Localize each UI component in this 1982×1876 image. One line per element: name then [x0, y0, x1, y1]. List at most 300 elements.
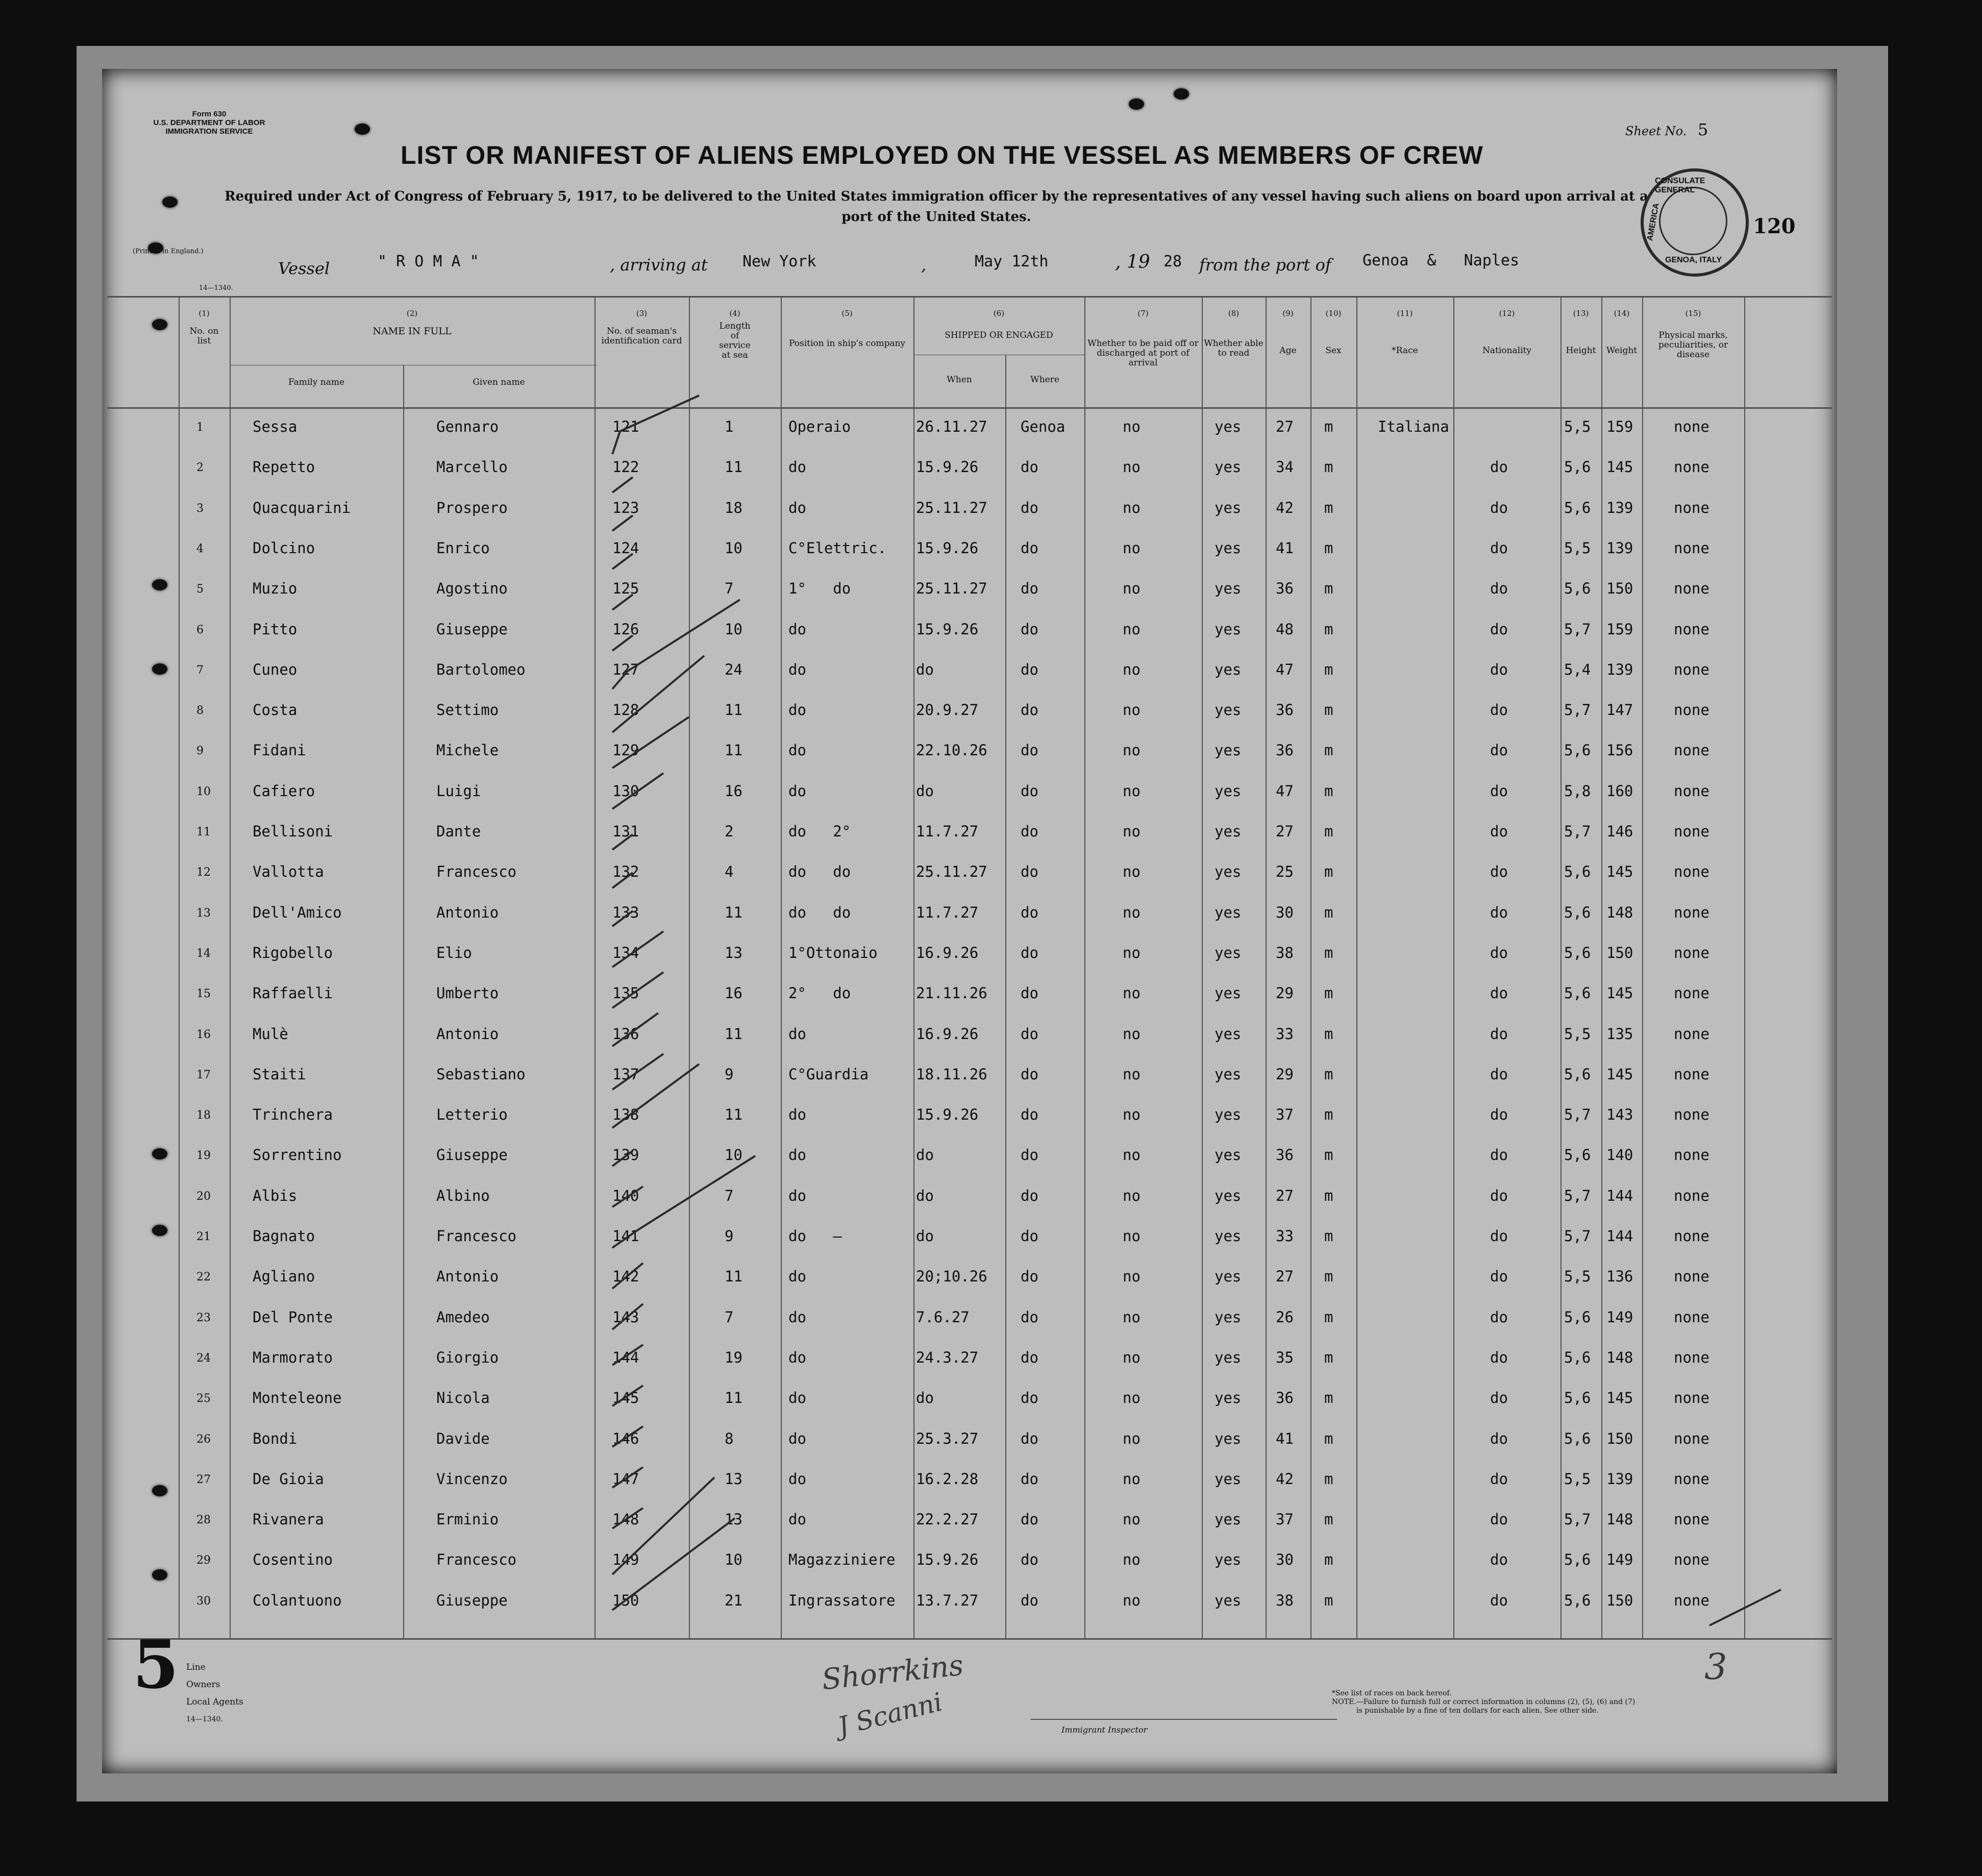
service-length-cell: 11 — [725, 742, 742, 759]
shipped-when-cell: 11.7.27 — [916, 903, 979, 921]
col-num: (7) — [1137, 309, 1149, 318]
age-cell: 33 — [1276, 1025, 1294, 1043]
card-number-cell: 146 — [612, 1429, 639, 1447]
sex-cell: m — [1324, 1511, 1333, 1528]
row-number-cell: 1 — [196, 421, 204, 434]
sex-cell: m — [1324, 903, 1333, 921]
weight-cell: 145 — [1606, 458, 1633, 476]
service-length-cell: 1 — [725, 418, 734, 435]
nationality-cell: do — [1490, 1065, 1508, 1083]
race-note: *See list of races on back hereof. — [1332, 1689, 1452, 1697]
family-name-cell: Muzio — [253, 580, 298, 598]
col-num: (13) — [1573, 309, 1589, 318]
row-number-cell: 16 — [196, 1028, 211, 1041]
age-cell: 34 — [1276, 458, 1294, 476]
family-name-cell: Albis — [253, 1187, 298, 1204]
height-cell: 5,6 — [1564, 1308, 1591, 1326]
age-cell: 36 — [1276, 701, 1294, 719]
able-to-read-cell: yes — [1215, 742, 1242, 759]
weight-cell: 156 — [1606, 742, 1633, 759]
row-number-cell: 2 — [196, 461, 204, 475]
able-to-read-cell: yes — [1215, 1025, 1242, 1043]
check-mark — [612, 1064, 699, 1128]
able-to-read-cell: yes — [1215, 984, 1242, 1002]
age-cell: 36 — [1276, 1146, 1294, 1164]
nationality-cell: do — [1490, 660, 1508, 678]
inspector-signature-2: J Scanni — [835, 1687, 946, 1742]
nationality-cell: do — [1490, 782, 1508, 800]
col-num: (12) — [1499, 309, 1515, 318]
weight-cell: 145 — [1606, 984, 1633, 1002]
family-name-cell: Sorrentino — [253, 1146, 342, 1164]
service-length-cell: 11 — [725, 458, 742, 476]
sex-cell: m — [1324, 742, 1333, 759]
row-number-cell: 25 — [196, 1392, 211, 1405]
paid-off-cell: no — [1123, 458, 1141, 476]
physical-marks-cell: none — [1674, 1187, 1710, 1204]
nationality-cell: do — [1490, 1268, 1508, 1286]
col-num: (5) — [841, 309, 853, 318]
col-num: (14) — [1614, 309, 1630, 318]
paid-off-cell: no — [1123, 620, 1141, 638]
col-num: (11) — [1397, 309, 1413, 318]
position-cell: do — [788, 1429, 806, 1447]
service-length-cell: 13 — [725, 1511, 742, 1528]
row-number-cell: 24 — [196, 1351, 211, 1365]
shipped-when-cell: do — [916, 782, 934, 800]
nationality-cell: do — [1490, 863, 1508, 881]
nationality-cell: do — [1490, 1511, 1508, 1528]
paid-off-cell: no — [1123, 944, 1141, 961]
nationality-cell: do — [1490, 1551, 1508, 1569]
given-name-cell: Antonio — [436, 1025, 499, 1043]
from-port: Genoa & Naples — [1362, 252, 1520, 269]
physical-marks-cell: none — [1674, 1106, 1710, 1124]
sex-cell: m — [1324, 1268, 1333, 1286]
given-name-cell: Giuseppe — [436, 1591, 508, 1609]
given-name-cell: Sebastiano — [436, 1065, 526, 1083]
able-to-read-cell: yes — [1215, 660, 1242, 678]
age-cell: 36 — [1276, 580, 1294, 598]
able-to-read-cell: yes — [1215, 863, 1242, 881]
sex-cell: m — [1324, 823, 1333, 840]
service-length-cell: 8 — [725, 1429, 734, 1447]
sheet-value: 5 — [1697, 120, 1708, 139]
able-to-read-cell: yes — [1215, 418, 1242, 435]
paid-off-cell: no — [1123, 1511, 1141, 1528]
height-cell: 5,6 — [1564, 1348, 1591, 1366]
service-length-cell: 19 — [725, 1348, 742, 1366]
able-to-read-cell: yes — [1215, 823, 1242, 840]
height-cell: 5,7 — [1564, 1511, 1591, 1528]
physical-marks-cell: none — [1674, 620, 1710, 638]
position-cell: do — [788, 1308, 806, 1326]
physical-marks-cell: none — [1674, 458, 1710, 476]
shipped-where-cell: do — [1021, 1227, 1038, 1245]
age-cell: 30 — [1276, 1551, 1294, 1569]
nationality-cell: do — [1490, 903, 1508, 921]
service-length-cell: 16 — [725, 782, 742, 800]
col-header-where: Where — [1030, 375, 1059, 385]
weight-cell: 145 — [1606, 1065, 1633, 1083]
shipped-where-cell: do — [1021, 1065, 1038, 1083]
shipped-when-cell: 15.9.26 — [916, 620, 979, 638]
row-number-cell: 5 — [196, 583, 204, 596]
row-number-cell: 6 — [196, 623, 204, 636]
sex-cell: m — [1324, 1227, 1333, 1245]
physical-marks-cell: none — [1674, 1511, 1710, 1528]
position-cell: do — [788, 660, 806, 678]
service-length-cell: 7 — [725, 1308, 734, 1326]
weight-cell: 145 — [1606, 1389, 1633, 1407]
arrival-year: 28 — [1163, 253, 1182, 270]
able-to-read-cell: yes — [1215, 1348, 1242, 1366]
shipped-where-cell: do — [1021, 782, 1038, 800]
age-cell: 29 — [1276, 984, 1294, 1002]
paid-off-cell: no — [1123, 1187, 1141, 1204]
family-name-cell: Fidani — [253, 742, 306, 759]
shipped-when-cell: 13.7.27 — [916, 1591, 979, 1609]
card-number-cell: 137 — [612, 1065, 639, 1083]
weight-cell: 145 — [1606, 863, 1633, 881]
weight-cell: 144 — [1606, 1227, 1633, 1245]
weight-cell: 160 — [1606, 782, 1633, 800]
weight-cell: 150 — [1606, 580, 1633, 598]
service-length-cell: 9 — [725, 1065, 734, 1083]
height-cell: 5,6 — [1564, 742, 1591, 759]
sex-cell: m — [1324, 1187, 1333, 1204]
shipped-when-cell: 25.3.27 — [916, 1429, 979, 1447]
shipped-when-cell: 20;10.26 — [916, 1268, 987, 1286]
sex-cell: m — [1324, 1389, 1333, 1407]
col-header-when: When — [947, 375, 972, 385]
given-name-cell: Francesco — [436, 1551, 517, 1569]
given-name-cell: Francesco — [436, 1227, 517, 1245]
footer-labels — [186, 1659, 243, 1728]
card-number-cell: 143 — [612, 1308, 639, 1326]
family-name-cell: Bondi — [253, 1429, 298, 1447]
col-num: (2) — [406, 309, 418, 318]
given-name-cell: Michele — [436, 742, 499, 759]
physical-marks-cell: none — [1674, 701, 1710, 719]
weight-cell: 139 — [1606, 1470, 1633, 1488]
service-length-cell: 11 — [725, 903, 742, 921]
check-mark — [612, 1386, 643, 1406]
position-cell: 1°Ottonaio — [788, 944, 878, 961]
col-header-given-name: Given name — [473, 377, 525, 387]
margin-stroke — [1710, 1590, 1781, 1625]
paid-off-cell: no — [1123, 1348, 1141, 1366]
col-num: (8) — [1228, 309, 1240, 318]
row-number-cell: 3 — [196, 502, 204, 515]
shipped-when-cell: 20.9.27 — [916, 701, 979, 719]
check-mark — [612, 1263, 643, 1289]
check-mark — [612, 635, 633, 651]
paid-off-cell: no — [1123, 418, 1141, 435]
row-number-cell: 10 — [196, 785, 211, 798]
position-cell: do — [788, 782, 806, 800]
sex-cell: m — [1324, 782, 1333, 800]
card-number-cell: 122 — [612, 458, 639, 476]
age-cell: 35 — [1276, 1348, 1294, 1366]
card-number-cell: 138 — [612, 1106, 639, 1124]
nationality-cell: do — [1490, 1429, 1508, 1447]
family-name-cell: Raffaelli — [253, 984, 333, 1002]
able-to-read-cell: yes — [1215, 499, 1242, 516]
service-length-cell: 11 — [725, 1268, 742, 1286]
col-title: Whether to be paid off or discharged at port of arrival — [1087, 338, 1199, 368]
able-to-read-cell: yes — [1215, 458, 1242, 476]
nationality-cell: do — [1490, 1308, 1508, 1326]
physical-marks-cell: none — [1674, 863, 1710, 881]
paid-off-cell: no — [1123, 903, 1141, 921]
check-mark — [612, 1013, 658, 1046]
shipped-where-cell: do — [1021, 1511, 1038, 1528]
sex-cell: m — [1324, 1591, 1333, 1609]
height-cell: 5,5 — [1564, 539, 1591, 557]
physical-marks-cell: none — [1674, 1551, 1710, 1569]
paid-off-cell: no — [1123, 742, 1141, 759]
shipped-when-cell: 7.6.27 — [916, 1308, 970, 1326]
able-to-read-cell: yes — [1215, 580, 1242, 598]
shipped-when-cell: 11.7.27 — [916, 823, 979, 840]
shipped-when-cell: 25.11.27 — [916, 499, 987, 516]
stamp-left-text: AMERICA — [1645, 202, 1661, 242]
physical-marks-cell: none — [1674, 944, 1710, 961]
subtitle-line-2: port of the United States. — [841, 209, 1031, 225]
service-length-cell: 11 — [725, 701, 742, 719]
age-cell: 29 — [1276, 1065, 1294, 1083]
race-cell: Italiana — [1378, 418, 1449, 435]
stamp-bottom-text: GENOA, ITALY — [1665, 256, 1722, 264]
position-cell: do — [788, 499, 806, 516]
family-name-cell: Rigobello — [253, 944, 333, 961]
age-cell: 47 — [1276, 660, 1294, 678]
age-cell: 37 — [1276, 1106, 1294, 1124]
position-cell: do do — [788, 863, 851, 881]
weight-cell: 139 — [1606, 660, 1633, 678]
col-num: (15) — [1685, 309, 1701, 318]
service-length-cell: 11 — [725, 1389, 742, 1407]
able-to-read-cell: yes — [1215, 1591, 1242, 1609]
shipped-when-cell: 15.9.26 — [916, 1551, 979, 1569]
height-cell: 5,6 — [1564, 944, 1591, 961]
given-name-cell: Nicola — [436, 1389, 490, 1407]
shipped-where-cell: do — [1021, 499, 1038, 516]
sex-cell: m — [1324, 1146, 1333, 1164]
given-name-cell: Giuseppe — [436, 620, 508, 638]
position-cell: do — [788, 742, 806, 759]
age-cell: 27 — [1276, 823, 1294, 840]
nationality-cell: do — [1490, 742, 1508, 759]
sex-cell: m — [1324, 984, 1333, 1002]
shipped-when-cell: 15.9.26 — [916, 539, 979, 557]
weight-cell: 144 — [1606, 1187, 1633, 1204]
physical-marks-cell: none — [1674, 1146, 1710, 1164]
family-name-cell: Colantuono — [253, 1591, 342, 1609]
position-cell: do — [788, 1268, 806, 1286]
shipped-where-cell: do — [1021, 1429, 1038, 1447]
height-cell: 5,6 — [1564, 984, 1591, 1002]
sex-cell: m — [1324, 1025, 1333, 1043]
row-number-cell: 23 — [196, 1311, 211, 1324]
col-title: Length of service at sea — [719, 321, 751, 360]
position-cell: do do — [788, 903, 851, 921]
service-length-cell: 4 — [725, 863, 734, 881]
row-number-cell: 7 — [196, 663, 204, 677]
position-cell: do 2° — [788, 823, 851, 840]
row-number-cell: 8 — [196, 704, 204, 718]
family-name-cell: Dell'Amico — [253, 903, 342, 921]
age-cell: 48 — [1276, 620, 1294, 638]
height-cell: 5,6 — [1564, 1551, 1591, 1569]
sex-cell: m — [1324, 944, 1333, 961]
shipped-where-cell: do — [1021, 1551, 1038, 1569]
age-cell: 26 — [1276, 1308, 1294, 1326]
card-number-cell: 149 — [612, 1551, 639, 1569]
weight-cell: 150 — [1606, 1591, 1633, 1609]
position-cell: do — [788, 458, 806, 476]
check-mark — [612, 1151, 633, 1166]
nationality-cell: do — [1490, 620, 1508, 638]
paid-off-cell: no — [1123, 1065, 1141, 1083]
nationality-cell: do — [1490, 944, 1508, 961]
physical-marks-cell: none — [1674, 1268, 1710, 1286]
check-mark — [612, 600, 740, 689]
position-cell: Operaio — [788, 418, 851, 435]
paid-off-cell: no — [1123, 1429, 1141, 1447]
check-mark — [612, 834, 633, 850]
sex-cell: m — [1324, 1470, 1333, 1488]
height-cell: 5,6 — [1564, 903, 1591, 921]
arrival-date: May 12th — [975, 253, 1049, 270]
paid-off-cell: no — [1123, 823, 1141, 840]
able-to-read-cell: yes — [1215, 1227, 1242, 1245]
card-number-cell: 128 — [612, 701, 639, 719]
height-cell: 5,7 — [1564, 1227, 1591, 1245]
able-to-read-cell: yes — [1215, 1511, 1242, 1528]
family-name-cell: Staiti — [253, 1065, 306, 1083]
shipped-when-cell: 24.3.27 — [916, 1348, 979, 1366]
nationality-cell: do — [1490, 539, 1508, 557]
col-title: Position in ship's company — [788, 338, 906, 349]
able-to-read-cell: yes — [1215, 1308, 1242, 1326]
shipped-where-cell: do — [1021, 1308, 1038, 1326]
nationality-cell: do — [1490, 823, 1508, 840]
given-name-cell: Davide — [436, 1429, 490, 1447]
height-cell: 5,5 — [1564, 1025, 1591, 1043]
paid-off-cell: no — [1123, 984, 1141, 1002]
check-mark — [612, 1156, 755, 1248]
col-header-family-name: Family name — [288, 377, 345, 387]
shipped-when-cell: 16.9.26 — [916, 1025, 979, 1043]
weight-cell: 150 — [1606, 1429, 1633, 1447]
physical-marks-cell: none — [1674, 823, 1710, 840]
age-cell: 36 — [1276, 742, 1294, 759]
row-number-cell: 20 — [196, 1190, 211, 1203]
row-number-cell: 29 — [196, 1554, 211, 1567]
height-cell: 5,6 — [1564, 1065, 1591, 1083]
given-name-cell: Vincenzo — [436, 1470, 508, 1488]
physical-marks-cell: none — [1674, 1065, 1710, 1083]
given-name-cell: Elio — [436, 944, 472, 961]
family-name-cell: Vallotta — [253, 863, 324, 881]
weight-cell: 146 — [1606, 823, 1633, 840]
age-cell: 41 — [1276, 539, 1294, 557]
row-number-cell: 15 — [196, 988, 211, 1001]
weight-cell: 149 — [1606, 1308, 1633, 1326]
card-number-cell: 132 — [612, 863, 639, 881]
height-cell: 5,6 — [1564, 1389, 1591, 1407]
height-cell: 5,6 — [1564, 580, 1591, 598]
physical-marks-cell: none — [1674, 1227, 1710, 1245]
card-number-cell: 121 — [612, 418, 639, 435]
shipped-where-cell: do — [1021, 903, 1038, 921]
card-number-cell: 124 — [612, 539, 639, 557]
service-length-cell: 10 — [725, 1551, 742, 1569]
shipped-where-cell: do — [1021, 1470, 1038, 1488]
shipped-when-cell: 16.2.28 — [916, 1470, 979, 1488]
row-number-cell: 17 — [196, 1068, 211, 1081]
service-length-cell: 21 — [725, 1591, 742, 1609]
height-cell: 5,6 — [1564, 1146, 1591, 1164]
able-to-read-cell: yes — [1215, 782, 1242, 800]
row-number-cell: 27 — [196, 1473, 211, 1486]
service-length-cell: 24 — [725, 660, 742, 678]
shipped-where-cell: do — [1021, 1348, 1038, 1366]
given-name-cell: Prospero — [436, 499, 508, 516]
height-cell: 5,6 — [1564, 499, 1591, 516]
physical-marks-cell: none — [1674, 782, 1710, 800]
immigrant-inspector-label: Immigrant Inspector — [1061, 1725, 1148, 1735]
age-cell: 42 — [1276, 1470, 1294, 1488]
family-name-cell: Repetto — [253, 458, 315, 476]
card-number-cell: 136 — [612, 1025, 639, 1043]
paid-off-cell: no — [1123, 1106, 1141, 1124]
weight-cell: 140 — [1606, 1146, 1633, 1164]
paid-off-cell: no — [1123, 1389, 1141, 1407]
able-to-read-cell: yes — [1215, 1551, 1242, 1569]
check-mark — [612, 1477, 714, 1574]
shipped-where-cell: do — [1021, 1591, 1038, 1609]
footer-notes — [1332, 1689, 1635, 1715]
col-title: NAME IN FULL — [373, 326, 452, 337]
shipped-when-cell: 25.11.27 — [916, 580, 987, 598]
nationality-cell: do — [1490, 499, 1508, 516]
row-number-cell: 21 — [196, 1230, 211, 1243]
check-mark — [612, 1345, 643, 1365]
physical-marks-cell: none — [1674, 1429, 1710, 1447]
height-cell: 5,5 — [1564, 1470, 1591, 1488]
shipped-where-cell: do — [1021, 1389, 1038, 1407]
card-number-cell: 133 — [612, 903, 639, 921]
given-name-cell: Antonio — [436, 903, 499, 921]
family-name-cell: Dolcino — [253, 539, 315, 557]
check-mark — [612, 396, 699, 454]
card-number-cell: 129 — [612, 742, 639, 759]
family-name-cell: Bagnato — [253, 1227, 315, 1245]
col-title: Sex — [1325, 345, 1342, 356]
paid-off-cell: no — [1123, 1025, 1141, 1043]
card-number-cell: 135 — [612, 984, 639, 1002]
sex-cell: m — [1324, 418, 1333, 435]
nationality-cell: do — [1490, 1227, 1508, 1245]
position-cell: Magazziniere — [788, 1551, 896, 1569]
age-cell: 27 — [1276, 1268, 1294, 1286]
physical-marks-cell: none — [1674, 580, 1710, 598]
service-length-cell: 13 — [725, 1470, 742, 1488]
comma-mark: , — [921, 255, 927, 275]
